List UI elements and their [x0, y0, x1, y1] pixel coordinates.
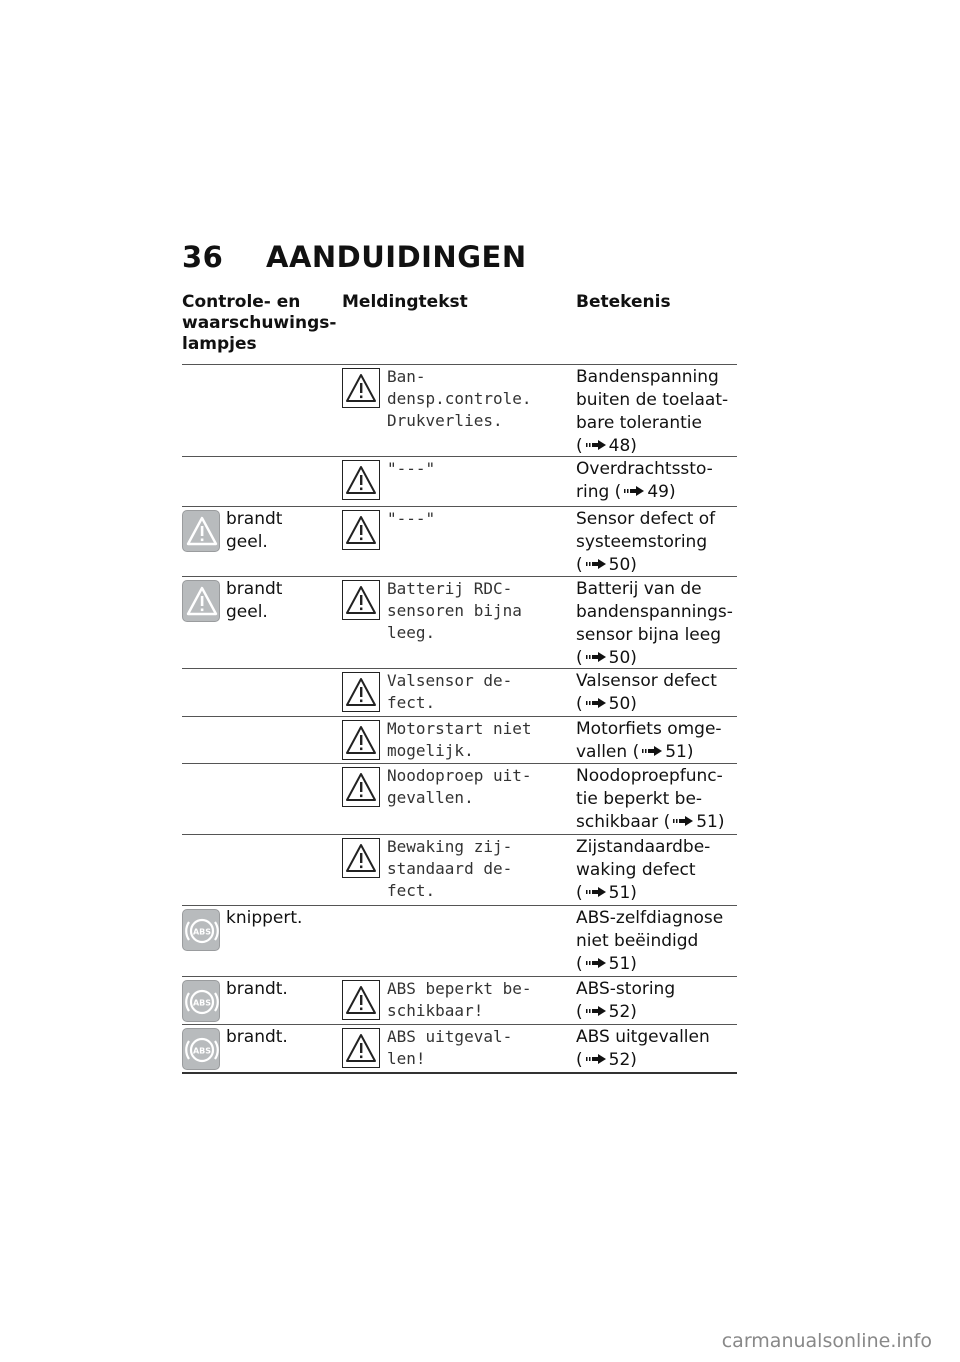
meaning-text-line [576, 531, 736, 554]
message-text-line: Noodoproep uit- [387, 766, 532, 785]
meaning-text [576, 508, 736, 577]
meaning-text-line [576, 601, 736, 624]
reference-arrow-icon [586, 1054, 606, 1064]
page-reference-number: 51 [608, 954, 631, 974]
page-reference-number: 50 [608, 555, 631, 575]
meaning-text-part: systeemstoring [576, 532, 708, 552]
table-divider [182, 1072, 737, 1074]
message-text-line: sensoren bijna [387, 601, 522, 620]
page-reference-number: 52 [608, 1050, 631, 1070]
meaning-text-part: Noodoproepfunc- [576, 766, 723, 786]
table-divider [182, 976, 737, 977]
column-header-lamps-line: waarschuwings- [182, 313, 337, 333]
reference-arrow-icon [642, 746, 662, 756]
meaning-text-line [576, 389, 736, 412]
table-divider [182, 576, 737, 577]
lamp-status-text [226, 1026, 336, 1049]
message-text-line: gevallen. [387, 788, 474, 807]
message-text [387, 978, 573, 1022]
meaning-text-line [576, 765, 736, 788]
message-text-line: "---" [387, 459, 436, 478]
lamp-status-text [226, 578, 336, 624]
meaning-text-line [576, 481, 736, 504]
lamp-status-line: geel. [226, 532, 268, 552]
message-text-line: ABS beperkt be- [387, 979, 532, 998]
warning-triangle-icon [342, 838, 380, 878]
meaning-ref-line [576, 435, 736, 458]
table-divider [182, 364, 737, 365]
warning-triangle-icon [342, 510, 380, 550]
meaning-text-part: bandenspannings- [576, 602, 733, 622]
meaning-text-line [576, 811, 736, 834]
message-text [387, 366, 573, 432]
page-reference-link[interactable]: ( 52) [576, 1050, 637, 1070]
abs-label: ABS [192, 927, 212, 937]
reference-arrow-icon [586, 698, 606, 708]
reference-arrow-icon [586, 958, 606, 968]
message-text [387, 765, 573, 809]
footer-watermark: carmanualsonline.info [721, 1330, 932, 1352]
meaning-text [576, 978, 736, 1024]
meaning-ref-line [576, 953, 736, 976]
reference-arrow-icon [586, 440, 606, 450]
page-number: 36 [182, 240, 224, 274]
message-text-line: Drukverlies. [387, 411, 503, 430]
page-reference-link[interactable]: ( 50) [576, 694, 637, 714]
section-title: AANDUIDINGEN [266, 240, 527, 274]
message-text [387, 578, 573, 644]
column-header-lamps [182, 292, 337, 355]
abs-lamp-icon [182, 1028, 220, 1070]
message-text [387, 1026, 573, 1070]
meaning-text-part: niet beëindigd [576, 931, 699, 951]
table-divider [182, 763, 737, 764]
meaning-text [576, 458, 736, 504]
message-text [387, 718, 573, 762]
meaning-text-line [576, 741, 736, 764]
reference-arrow-icon [624, 486, 644, 496]
page-reference-number: 51 [665, 742, 687, 762]
message-text [387, 458, 573, 480]
meaning-text [576, 765, 736, 834]
meaning-text-part: ABS uitgevallen [576, 1027, 710, 1047]
meaning-text-line [576, 458, 736, 481]
warning-lamp-icon [182, 510, 220, 552]
meaning-text-part: Batterij van de [576, 579, 702, 599]
meaning-text-line [576, 624, 736, 647]
warning-triangle-icon [342, 980, 380, 1020]
meaning-text-part: Valsensor defect [576, 671, 717, 691]
meaning-text-part: schikbaar [576, 812, 659, 832]
page-reference-number: 51 [696, 812, 718, 832]
message-text [387, 508, 573, 530]
page-reference-number: 50 [608, 694, 631, 714]
reference-arrow-icon [586, 652, 606, 662]
warning-triangle-icon [342, 368, 380, 408]
table-divider [182, 1024, 737, 1025]
column-header-lamps-line: lampjes [182, 334, 257, 354]
message-text-line: densp.controle. [387, 389, 532, 408]
column-header-meaning: Betekenis [576, 292, 671, 312]
page-reference-link[interactable]: ( 51) [576, 883, 637, 903]
meaning-text [576, 718, 736, 764]
meaning-text-part: waking defect [576, 860, 696, 880]
page-reference-link[interactable]: ( 50) [576, 555, 637, 575]
page-reference-number: 50 [608, 648, 631, 668]
meaning-text-line [576, 836, 736, 859]
lamp-status-text [226, 978, 336, 1001]
meaning-text-line [576, 788, 736, 811]
message-text-line: Motorstart niet [387, 719, 532, 738]
warning-triangle-icon [342, 767, 380, 807]
meaning-text-line [576, 1026, 736, 1049]
meaning-text-part: ring [576, 482, 610, 502]
page-reference-number: 52 [608, 1002, 631, 1022]
message-text-line: Batterij RDC- [387, 579, 513, 598]
abs-label: ABS [192, 998, 212, 1008]
meaning-ref-line [576, 693, 736, 716]
page-reference-link[interactable]: ( 52) [576, 1002, 637, 1022]
page-reference-number: 49 [647, 482, 669, 502]
meaning-text-part: Zijstandaardbe- [576, 837, 711, 857]
meaning-ref-line [576, 647, 736, 670]
message-text-line: len! [387, 1049, 426, 1068]
message-text-line: Ban- [387, 367, 426, 386]
table-divider [182, 668, 737, 669]
warning-triangle-icon [342, 672, 380, 712]
meaning-text-line [576, 578, 736, 601]
warning-triangle-icon [342, 580, 380, 620]
message-text-line: Bewaking zij- [387, 837, 513, 856]
warning-lamp-icon [182, 580, 220, 622]
message-text-line: Valsensor de- [387, 671, 513, 690]
page-reference-link[interactable]: ( 49) [609, 482, 676, 502]
message-text-line: fect. [387, 881, 436, 900]
page-reference-link[interactable]: ( 51) [627, 742, 694, 762]
meaning-ref-line [576, 554, 736, 577]
meaning-text-part: Sensor defect of [576, 509, 716, 529]
page-reference-link[interactable]: ( 50) [576, 648, 637, 668]
lamp-status-line: brandt [226, 509, 283, 529]
meaning-text-line [576, 718, 736, 741]
column-header-message: Meldingtekst [342, 292, 468, 312]
message-text [387, 836, 573, 902]
reference-arrow-icon [586, 1006, 606, 1016]
abs-lamp-icon [182, 909, 220, 951]
meaning-text-part: tie beperkt be- [576, 789, 703, 809]
meaning-text-part: Overdrachtssto- [576, 459, 713, 479]
warning-triangle-icon [342, 460, 380, 500]
abs-label: ABS [192, 1046, 212, 1056]
meaning-text-part: ABS-zelfdiagnose [576, 908, 724, 928]
meaning-text [576, 1026, 736, 1072]
meaning-text-line [576, 930, 736, 953]
meaning-text-line [576, 907, 736, 930]
message-text-line: mogelijk. [387, 741, 474, 760]
reference-arrow-icon [586, 887, 606, 897]
meaning-text-line [576, 978, 736, 1001]
page-reference-number: 51 [608, 883, 631, 903]
meaning-text [576, 907, 736, 976]
meaning-text-line [576, 412, 736, 435]
message-text [387, 670, 573, 714]
abs-lamp-icon [182, 980, 220, 1022]
meaning-text [576, 366, 736, 458]
warning-triangle-icon [342, 1028, 380, 1068]
warning-triangle-icon [342, 720, 380, 760]
lamp-status-line: knippert. [226, 908, 303, 928]
meaning-text [576, 670, 736, 716]
table-divider [182, 834, 737, 835]
meaning-ref-line [576, 882, 736, 905]
meaning-text-part: sensor bijna leeg [576, 625, 722, 645]
meaning-text [576, 578, 736, 670]
lamp-status-text [226, 907, 336, 930]
column-header-lamps-line: Controle- en [182, 292, 301, 312]
table-divider [182, 506, 737, 507]
page-header [182, 240, 527, 274]
meaning-text-line [576, 366, 736, 389]
message-text-line: leeg. [387, 623, 436, 642]
lamp-status-text [226, 508, 336, 554]
meaning-text-part: ABS-storing [576, 979, 676, 999]
meaning-text-part: bare tolerantie [576, 413, 702, 433]
table-divider [182, 716, 737, 717]
page-reference-number: 48 [608, 436, 631, 456]
message-text-line: "---" [387, 509, 436, 528]
page-reference-link[interactable]: ( 48) [576, 436, 637, 456]
meaning-text-part: vallen [576, 742, 628, 762]
meaning-text-line [576, 859, 736, 882]
meaning-text-line [576, 508, 736, 531]
reference-arrow-icon [586, 559, 606, 569]
message-text-line: ABS uitgeval- [387, 1027, 513, 1046]
message-text-line: schikbaar! [387, 1001, 484, 1020]
message-text-line: fect. [387, 693, 436, 712]
lamp-status-line: geel. [226, 602, 268, 622]
meaning-text-part: Motorfiets omge- [576, 719, 722, 739]
meaning-text-line [576, 670, 736, 693]
meaning-ref-line [576, 1001, 736, 1024]
table-divider [182, 905, 737, 906]
table-divider [182, 456, 737, 457]
meaning-text [576, 836, 736, 905]
meaning-text-part: buiten de toelaat- [576, 390, 729, 410]
reference-arrow-icon [673, 816, 693, 826]
message-text-line: standaard de- [387, 859, 513, 878]
meaning-text-part: Bandenspanning [576, 367, 719, 387]
lamp-status-line: brandt [226, 579, 283, 599]
meaning-ref-line [576, 1049, 736, 1072]
page-reference-link[interactable]: ( 51) [576, 954, 637, 974]
lamp-status-line: brandt. [226, 979, 288, 999]
page-reference-link[interactable]: ( 51) [658, 812, 725, 832]
lamp-status-line: brandt. [226, 1027, 288, 1047]
